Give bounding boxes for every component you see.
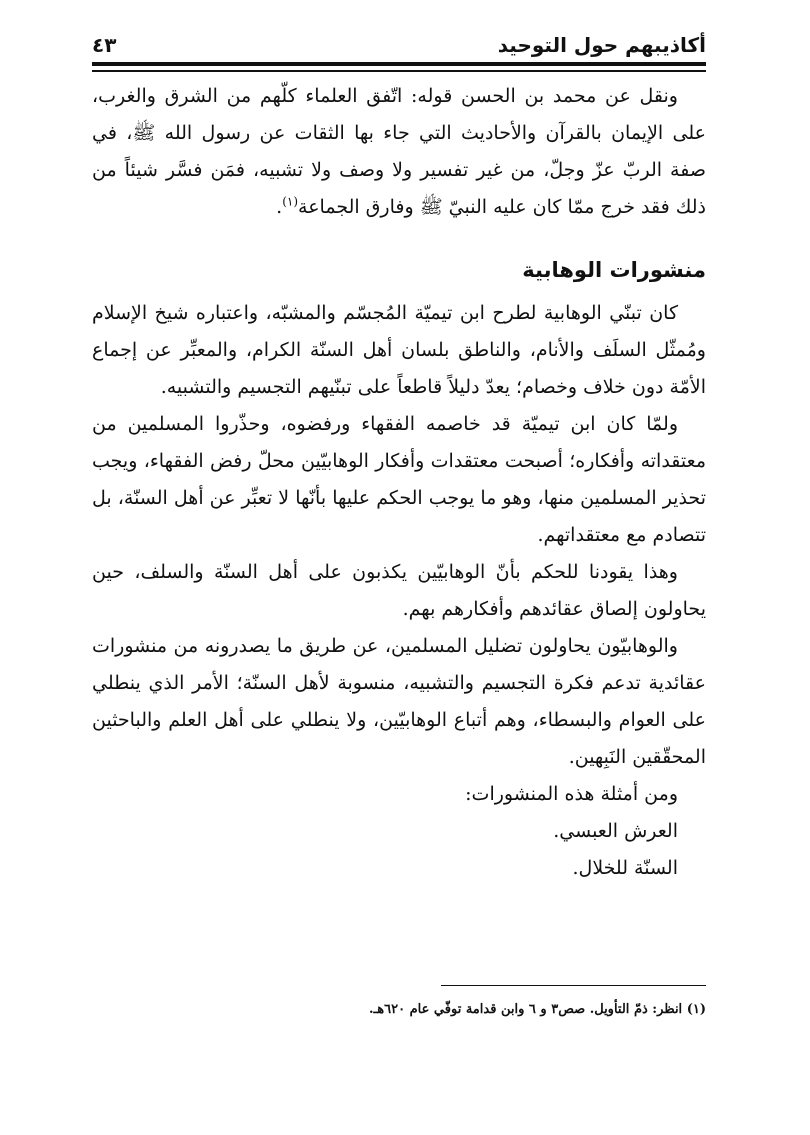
header-rule-thin [92, 70, 706, 72]
paragraph-quote-end: . [276, 196, 283, 218]
paragraph-examples-intro: ومن أمثلة هذه المنشورات: [465, 783, 678, 805]
paragraph-adoption: كان تبنّي الوهابية لطرح ابن تيميّة المُجسّم والمشبّه، واعتباره شيخ الإسلام ومُمثّل السلَف والأنام، والناطق بلسان أهل السنّة الكرام، والمعبِّر عن إجماع الأمّة دون خلاف وخصام؛ يعدّ دليلاً قاطعاً على تبنّيهم التجسيم والتشبيه. [92, 302, 706, 398]
page-number: ٤٣ [92, 33, 117, 57]
list-item: العرش العبسي. [553, 820, 678, 842]
paragraph-quote [92, 78, 706, 226]
footnote-ref: (١) [282, 194, 299, 209]
header-title: أكاذيبهم حول التوحيد [497, 33, 706, 57]
header-rule-thick [92, 62, 706, 66]
section-heading: منشورات الوهابية [522, 258, 706, 282]
list-item: السنّة للخلال. [572, 857, 678, 879]
paragraph-publications: والوهابيّون يحاولون تضليل المسلمين، عن طريق ما يصدرونه من منشورات عقائدية تدعم فكرة التجسيم والتشبيه، منسوبة لأهل السنّة؛ الأمر الذي ينطلي على العوام والبسطاء، وهم أتباع الوهابيّين، ولا ينطلي على أهل العلم والباحثين المحقّقين النَبِهين. [92, 635, 706, 768]
paragraph-quote-text: ونقل عن محمد بن الحسن قوله: اتّفق العلماء كلّهم من الشرق والغرب، على الإيمان بالقرآن والأحاديث التي جاء بها الثقات عن رسول الله ﷺ، في صفة الربّ عزّ وجلّ، من غير تفسير ولا وصف ولا تشبيه، فمَن فسَّر شيئاً من ذلك فقد خرج ممّا كان عليه النبيّ ﷺ وفارق الجماعة [92, 85, 706, 218]
running-header [92, 30, 706, 60]
footnote: (١) انظر: ذمّ التأويل. صص٣ و ٦ وابن قدامة توفّي عام ٦٢٠هـ. [368, 1002, 706, 1017]
body-text [92, 78, 706, 887]
paragraph-ibn-taymiyya: ولمّا كان ابن تيميّة قد خاصمه الفقهاء ورفضوه، وحذّروا المسلمين من معتقداته وأفكاره؛ أصبحت معتقدات وأفكار الوهابيّين محلّ رفض الفقهاء، ويجب تحذير المسلمين منها، وهو ما يوجب الحكم عليها بأنّها لا تعبِّر عن أهل السنّة، بل تتصادم مع معتقداتهم. [92, 413, 706, 546]
footnote-divider [441, 985, 706, 986]
paragraph-conclusion: وهذا يقودنا للحكم بأنّ الوهابيّين يكذبون على أهل السنّة والسلف، حين يحاولون إلصاق عقائدهم وأفكارهم بهم. [92, 561, 706, 620]
